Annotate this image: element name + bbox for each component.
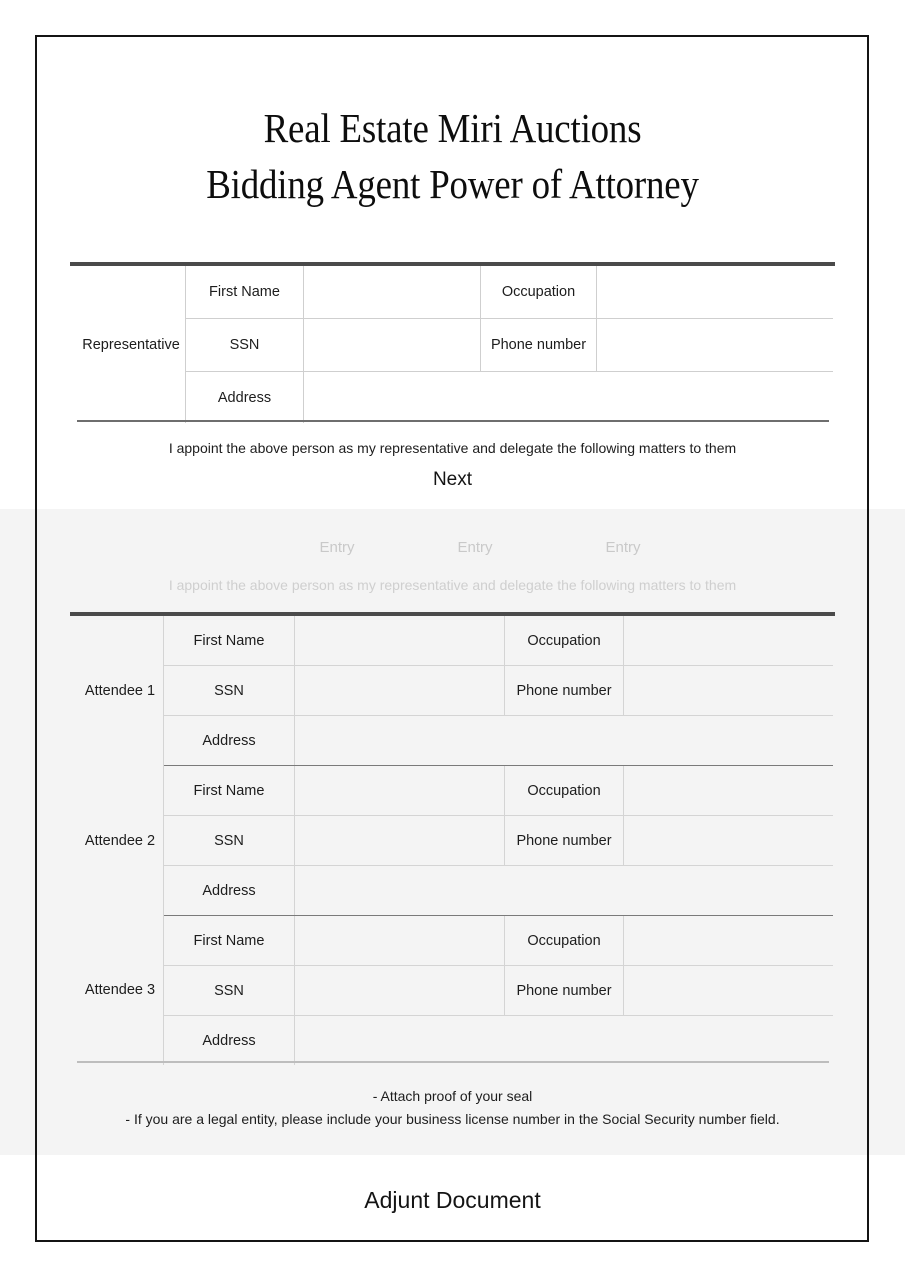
label-ssn: SSN (164, 816, 295, 866)
table-row (77, 666, 833, 716)
page-title (108, 100, 797, 212)
label-address: Address (164, 716, 295, 766)
label-phone-number: Phone number (505, 666, 624, 716)
input-first-name[interactable] (304, 266, 481, 319)
label-ssn: SSN (164, 966, 295, 1016)
attendee-2-input-occupation[interactable] (624, 766, 834, 816)
attendee-1-row-label: Attendee 1 (77, 616, 164, 766)
attendee-1-input-ssn[interactable] (295, 666, 505, 716)
attendee-1-input-occupation[interactable] (624, 616, 834, 666)
attendee-2-input-ssn[interactable] (295, 816, 505, 866)
representative-statement: I appoint the above person as my representative and delegate the following matters to them (168, 440, 737, 456)
attendee-table (77, 616, 833, 1065)
label-phone-number: Phone number (505, 816, 624, 866)
label-occupation: Occupation (481, 266, 597, 319)
attendee-3-input-first-name[interactable] (295, 916, 505, 966)
input-ssn[interactable] (304, 319, 481, 372)
label-phone-number: Phone number (481, 319, 597, 372)
table-row (77, 866, 833, 916)
attendee-1-input-address[interactable] (295, 716, 834, 766)
faded-statement: I appoint the above person as my representative and delegate the following matters to them (168, 577, 737, 593)
label-address: Address (164, 866, 295, 916)
label-first-name: First Name (164, 616, 295, 666)
label-phone-number: Phone number (505, 966, 624, 1016)
page-title-line-2: Bidding Agent Power of Attorney (206, 161, 699, 207)
entry-label-3[interactable]: Entry (605, 539, 641, 556)
attendee-3-input-phone-number[interactable] (624, 966, 834, 1016)
attendee-2-row-label: Attendee 2 (77, 766, 164, 916)
attendee-1-input-first-name[interactable] (295, 616, 505, 666)
attendee-3-row-label: Attendee 3 (77, 916, 164, 1066)
page-title-line-1: Real Estate Miri Auctions (263, 105, 642, 151)
attendee-1-input-phone-number[interactable] (624, 666, 834, 716)
input-occupation[interactable] (597, 266, 834, 319)
input-address[interactable] (304, 372, 834, 424)
note-line-1: - Attach proof of your seal (372, 1088, 533, 1104)
attendee-table-bottom-rule (77, 1061, 829, 1063)
table-row (77, 916, 833, 966)
label-first-name: First Name (164, 916, 295, 966)
representative-table-bottom-rule (77, 420, 829, 422)
table-row (77, 766, 833, 816)
representative-table (77, 266, 833, 423)
label-address: Address (186, 372, 304, 424)
entry-label-row (70, 539, 835, 561)
label-ssn: SSN (164, 666, 295, 716)
entry-label-2[interactable]: Entry (457, 539, 493, 556)
input-phone-number[interactable] (597, 319, 834, 372)
label-occupation: Occupation (505, 766, 624, 816)
label-ssn: SSN (186, 319, 304, 372)
table-row (77, 716, 833, 766)
table-row (77, 816, 833, 866)
table-row (77, 616, 833, 666)
attendee-2-input-phone-number[interactable] (624, 816, 834, 866)
adjunct-document-label: Adjunt Document (364, 1187, 541, 1213)
table-row (77, 1016, 833, 1066)
entry-label-1[interactable]: Entry (319, 539, 355, 556)
attendee-3-input-address[interactable] (295, 1016, 834, 1066)
label-first-name: First Name (186, 266, 304, 319)
table-row (77, 372, 833, 424)
label-occupation: Occupation (505, 616, 624, 666)
attendee-3-input-occupation[interactable] (624, 916, 834, 966)
table-row (77, 966, 833, 1016)
label-address: Address (164, 1016, 295, 1066)
label-occupation: Occupation (505, 916, 624, 966)
attendee-3-input-ssn[interactable] (295, 966, 505, 1016)
representative-row-label: Representative (77, 266, 186, 423)
table-row (77, 266, 833, 319)
next-button[interactable]: Next (432, 469, 473, 490)
attendee-2-input-address[interactable] (295, 866, 834, 916)
table-row (77, 319, 833, 372)
attendee-2-input-first-name[interactable] (295, 766, 505, 816)
label-first-name: First Name (164, 766, 295, 816)
note-line-2: - If you are a legal entity, please include your business license number in the Social Security number field. (125, 1111, 780, 1127)
